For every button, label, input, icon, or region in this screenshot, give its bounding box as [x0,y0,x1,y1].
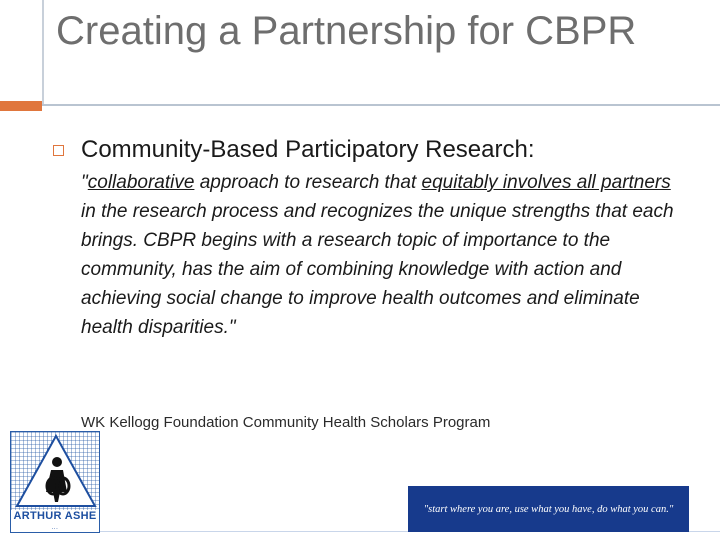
source-citation: WK Kellogg Foundation Community Health Scholars Program [81,414,491,431]
bullet-content [81,134,681,342]
logo-subtext: ... [51,525,59,531]
definition-heading: Community-Based Participatory Research: [81,136,535,163]
quote-open-mark: " [81,172,88,193]
logo-name-text: ARTHUR ASHE [13,510,97,522]
motto-banner [408,486,689,532]
title-accent-bar [0,101,42,111]
slide-title: Creating a Partnership for CBPR [56,9,637,53]
definition-quote [81,168,681,342]
quote-text-part1: approach to research that [194,172,422,193]
title-underline-rule [42,104,720,106]
quote-emphasis-collaborative: collaborative [87,172,195,193]
title-divider-vertical [42,0,44,106]
square-bullet-icon [53,145,64,156]
quote-text-part2: in the research process and recognizes the unique strengths that each brings. CBPR begins with a research topic of importance to the community, has the aim of combining knowledge with action and achieving social change to improve health outcomes and eliminate health disparities." [81,201,674,338]
motto-text: "start where you are, use what you have, do what you can." [423,503,674,515]
quote-emphasis-equitably: equitably involves all partners [421,172,671,193]
arthur-ashe-logo [10,431,100,533]
